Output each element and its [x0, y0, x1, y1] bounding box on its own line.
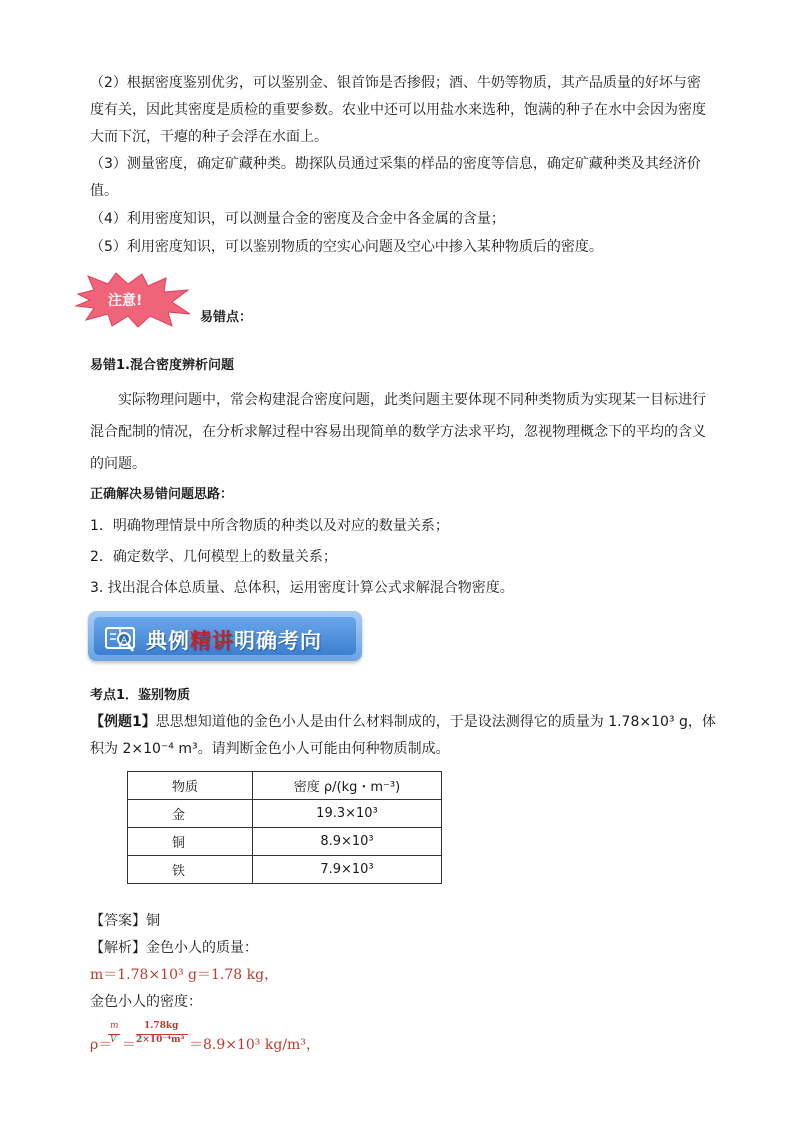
notice-label: 易错点： [200, 310, 253, 325]
paragraph-2-line-1: （2）根据密度鉴别优劣，可以鉴别金、银首饰是否掺假；酒、牛奶等物质，其产品质量的好坏与密 [90, 75, 701, 91]
analysis-line-2: 金色小人的密度： [90, 994, 202, 1010]
book-magnifier-icon [104, 624, 136, 654]
paragraph-2-line-2: 度有关，因此其密度是质检的重要参数。农业中还可以用盐水来选种，饱满的种子在水中会因为密度 [90, 102, 706, 118]
mistake-title: 易错1.混合密度辨析问题 [90, 358, 234, 373]
mistake-body-line-1: 实际物理问题中，常会构建混合密度问题，此类问题主要体现不同种类物质为实现某一目标进行 [118, 392, 706, 408]
answer-tag: 【答案】 [90, 913, 146, 929]
solution-step-3: 3. 找出混合体总质量、总体积，运用密度计算公式求解混合物密度。 [90, 580, 514, 596]
banner-title-part-3: 明确考向 [234, 629, 322, 653]
banner-title-accent: 精讲 [190, 629, 234, 653]
equals-sign: ＝ [122, 1037, 136, 1053]
solution-step-1: 1．明确物理情景中所含物质的种类以及对应的数量关系； [90, 518, 449, 534]
analysis-text: 金色小人的质量： [146, 940, 258, 956]
fraction-1-numerator: m [110, 1021, 119, 1031]
paragraph-3-line-1: （3）测量密度，确定矿藏种类。勘探队员通过采集的样品的密度等信息，确定矿藏种类及其经济价 [90, 156, 701, 172]
notice-badge-text: 注意! [108, 293, 143, 309]
paragraph-2-line-3: 大而下沉，干瘪的种子会浮在水面上。 [90, 129, 328, 145]
paragraph-3-line-2: 值。 [90, 183, 118, 199]
table-header-row [128, 772, 442, 800]
table-cell: 7.9×10³ [252, 856, 441, 884]
fraction-2-denominator: 2×10⁻⁴m³ [136, 1035, 185, 1045]
density-result: ＝8.9×10³ kg/m³， [189, 1037, 320, 1053]
density-table [127, 771, 442, 884]
example-question-line-2: 积为 2×10⁻⁴ m³。请判断金色小人可能由何种物质制成。 [90, 741, 450, 757]
example-topic: 考点1．鉴别物质 [90, 688, 191, 703]
solution-title: 正确解决易错问题思路： [90, 487, 234, 502]
answer-value: 铜 [146, 913, 160, 929]
banner-title-part-1: 典例 [146, 629, 190, 653]
table-header-cell: 物质 [128, 772, 253, 800]
answer-line [90, 912, 160, 930]
density-lhs: ρ＝ [90, 1037, 113, 1053]
table-row [128, 856, 442, 884]
section-banner [88, 611, 362, 661]
banner-title [146, 625, 322, 655]
table-cell: 铁 [128, 856, 253, 884]
analysis-tag: 【解析】 [90, 940, 146, 956]
analysis-line-1 [90, 939, 258, 957]
solution-step-2: 2．确定数学、几何模型上的数量关系； [90, 549, 337, 565]
paragraph-5: （5）利用密度知识，可以鉴别物质的空实心问题及空心中掺入某种物质后的密度。 [90, 239, 603, 255]
example-question-text: 思思想知道他的金色小人是由什么材料制成的，于是设法测得它的质量为 1.78×10³ g，体 [155, 714, 716, 730]
table-row [128, 828, 442, 856]
fraction-1-denominator: V [110, 1035, 117, 1045]
example-tag: 【例题1】 [90, 714, 156, 730]
paragraph-4: （4）利用密度知识，可以测量合金的密度及合金中各金属的含量； [90, 211, 505, 227]
table-cell: 8.9×10³ [252, 828, 441, 856]
table-cell: 金 [128, 800, 253, 828]
mass-formula: m＝1.78×10³ g＝1.78 kg， [90, 967, 279, 983]
mistake-body-line-2: 混合配制的情况，在分析求解过程中容易出现简单的数学方法求平均，忽视物理概念下的平均的含义 [90, 424, 706, 440]
table-cell: 铜 [128, 828, 253, 856]
mistake-body-line-3: 的问题。 [90, 456, 146, 472]
svg-text:A: A [121, 636, 128, 646]
table-row [128, 800, 442, 828]
table-cell: 19.3×10³ [252, 800, 441, 828]
table-header-cell: 密度 ρ/(kg・m⁻³) [252, 772, 441, 800]
example-question-line-1 [90, 713, 716, 731]
fraction-2-numerator: 1.78kg [144, 1021, 179, 1031]
